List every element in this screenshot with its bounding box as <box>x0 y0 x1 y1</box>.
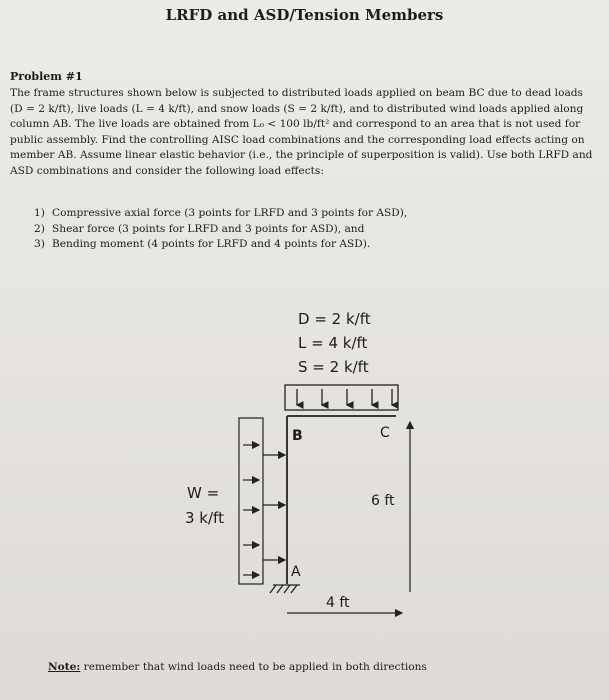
support-hatch <box>270 585 300 593</box>
note-label: Note: <box>48 661 81 673</box>
problem-label: Problem #1 <box>10 70 83 83</box>
node-c-label: C <box>380 425 390 441</box>
dead-load-label: D = 2 k/ft <box>298 310 371 328</box>
page-title: LRFD and ASD/Tension Members <box>165 6 444 24</box>
list-item-text: Shear force (3 points for LRFD and 3 points for ASD), and <box>52 222 365 235</box>
wind-load-label-line1: W = <box>187 484 220 502</box>
wind-load-label-line2: 3 k/ft <box>185 509 224 527</box>
note <box>48 661 427 673</box>
node-b-label: B <box>292 428 303 444</box>
snow-load-label: S = 2 k/ft <box>298 358 369 376</box>
list-item-text: Compressive axial force (3 points for LRFD and 3 points for ASD), <box>52 207 408 219</box>
wind-load-box <box>239 418 285 584</box>
note-text: remember that wind loads need to be applied in both directions <box>80 661 427 673</box>
list-item-number: 3) <box>34 238 45 250</box>
live-load-label: L = 4 k/ft <box>298 334 368 352</box>
width-label: 4 ft <box>326 595 350 611</box>
list-item-number: 2) <box>34 222 45 235</box>
node-a-label: A <box>291 564 301 580</box>
problem-statement: The frame structures shown below is subjected to distributed loads applied on beam BC due to dead loads (D = 2 k/ft), live loads (L = 4 k/ft), and snow loads (S = 2 k/ft), and to distributed wind loads applied along column AB. The live loads are obtained from L₀ < 100 lb/ft² and correspond to an area that is not used for public assembly. Find the controlling AISC load combinations and the corresponding load effects acting on member AB. Assume linear elastic behavior (i.e., the principle of superposition is valid). Use both LRFD and ASD combinations and consider the following load effects: <box>10 87 593 177</box>
list-item-number: 1) <box>34 207 45 219</box>
list-item-text: Bending moment (4 points for LRFD and 4 points for ASD). <box>52 238 371 250</box>
distributed-load-box <box>285 385 398 410</box>
height-label: 6 ft <box>371 493 395 509</box>
